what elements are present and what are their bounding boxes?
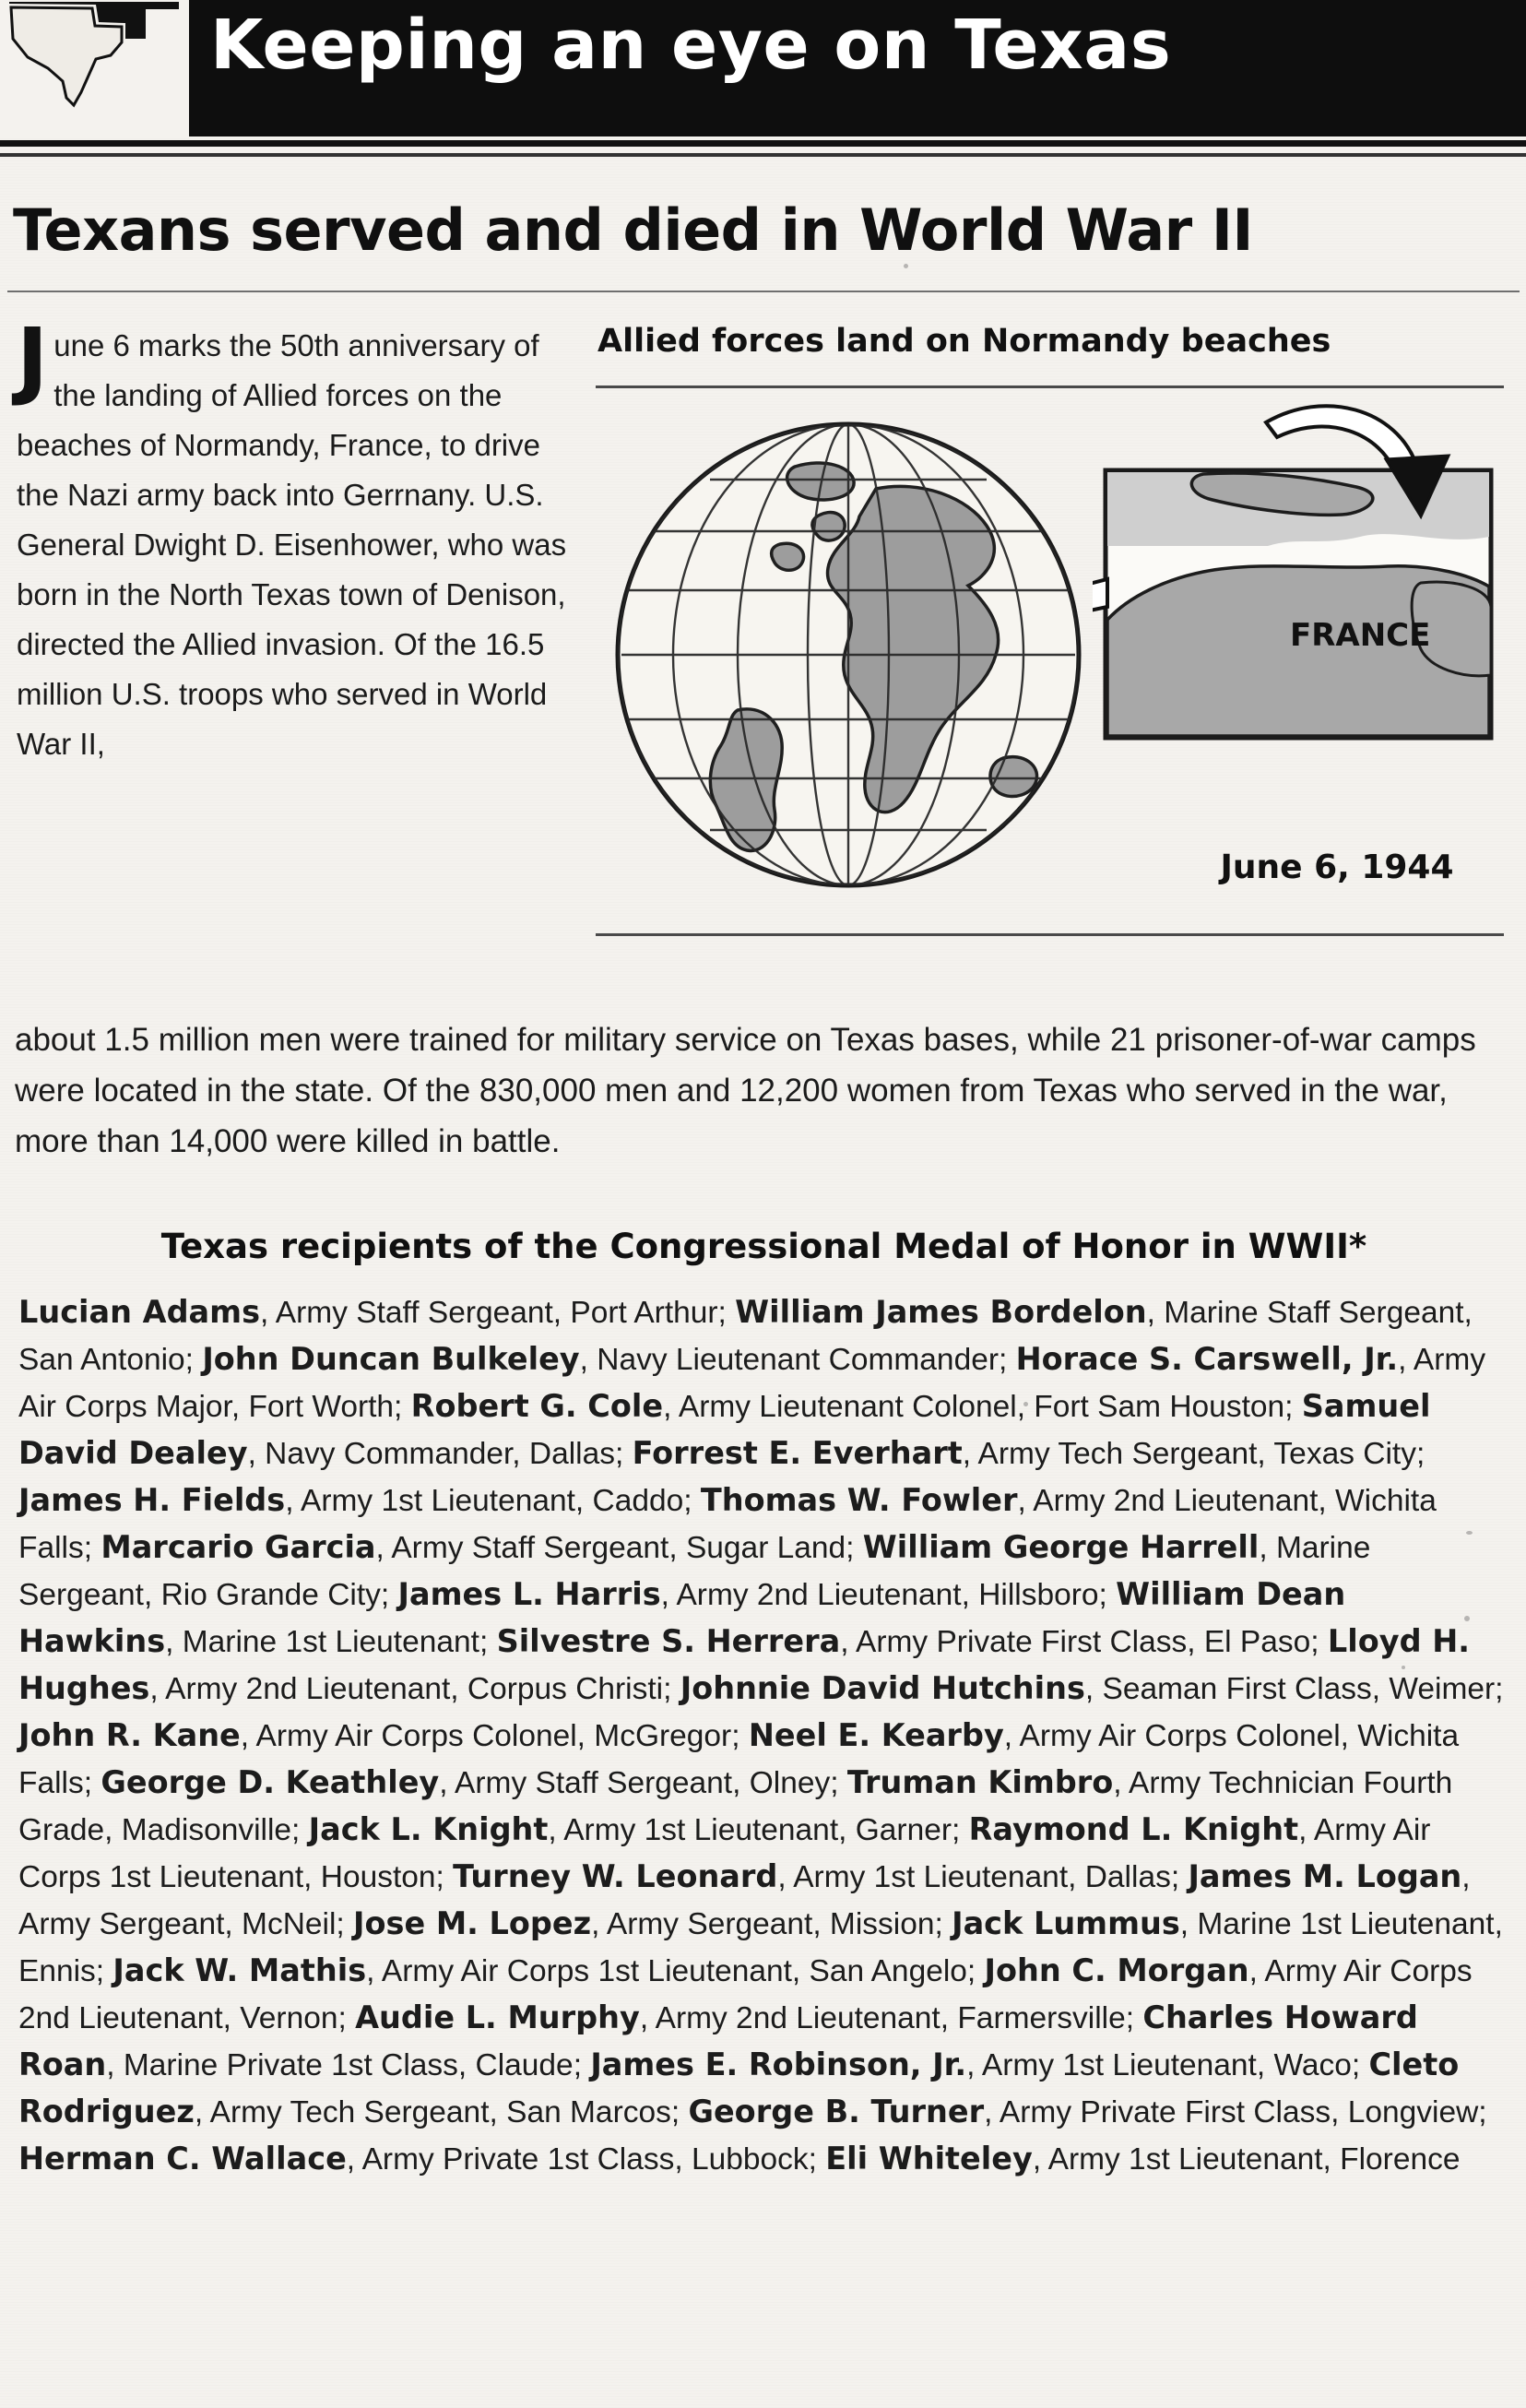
recipient-name: Audie L. Murphy: [355, 1999, 640, 2035]
recipient-name: John R. Kane: [18, 1717, 241, 1753]
normandy-graphic: [590, 314, 1512, 941]
recipient-name: Eli Whiteley: [825, 2141, 1033, 2177]
recipient-name: Silvestre S. Herrera: [496, 1623, 841, 1659]
recipient-detail: , Army 1st Lieutenant, Florence: [1032, 2142, 1461, 2177]
masthead-title: Keeping an eye on Texas: [210, 6, 1172, 85]
recipient-name: Robert G. Cole: [410, 1388, 664, 1424]
recipient-detail: , Army Sergeant, McNeil;: [18, 1860, 1471, 1941]
recipient-name: Forrest E. Everhart: [632, 1435, 963, 1471]
recipient-name: James H. Fields: [18, 1482, 286, 1518]
recipient-name: Johnnie David Hutchins: [680, 1670, 1085, 1706]
recipient-name: Marcario Garcia: [101, 1529, 376, 1565]
recipient-detail: , Army Tech Sergeant, Texas City;: [962, 1437, 1425, 1471]
recipient-detail: , Army 2nd Lieutenant, Corpus Christi;: [149, 1672, 680, 1706]
recipient-detail: , Marine Private 1st Class, Claude;: [106, 2048, 591, 2082]
recipient-name: Neel E. Kearby: [748, 1717, 1004, 1753]
masthead-divider-top: [0, 140, 1526, 147]
masthead-divider-bottom: [0, 153, 1526, 157]
recipient-detail: , Army 2nd Lieutenant, Farmersville;: [639, 2001, 1143, 2035]
recipient-detail: , Army Technician Fourth Grade, Madisonville;: [18, 1766, 1453, 1847]
recipient-name: William Dean Hawkins: [18, 1576, 1346, 1659]
recipient-name: Thomas W. Fowler: [700, 1482, 1018, 1518]
recipient-detail: , Seaman First Class, Weimer;: [1084, 1672, 1504, 1706]
recipient-name: Jack W. Mathis: [112, 1952, 367, 1988]
recipient-detail: , Army Air Corps 2nd Lieutenant, Vernon;: [18, 1954, 1473, 2035]
recipient-name: John Duncan Bulkeley: [202, 1341, 580, 1377]
recipient-detail: , Army Air Corps Major, Fort Worth;: [18, 1343, 1486, 1424]
graphic-title: Allied forces land on Normandy beaches: [597, 323, 1331, 360]
graphic-divider-top: [596, 386, 1504, 388]
recipient-detail: , Army Tech Sergeant, San Marcos;: [194, 2095, 689, 2129]
recipient-name: Jose M. Lopez: [353, 1905, 592, 1941]
lead-paragraph-text: une 6 marks the 50th anniversary of the landing of Allied forces on the beaches of Normandy, France, to drive the Nazi army back into Gerrnany. U.S. General Dwight D. Eisenhower, who was born in the North Texas town of Denison, directed the Allied invasion. Of the 16.5 million U.S. troops who served in World War II,: [17, 328, 567, 761]
recipient-name: Horace S. Carswell, Jr.: [1015, 1341, 1399, 1377]
masthead-banner: [0, 0, 1526, 136]
recipient-name: Charles Howard Roan: [18, 1999, 1418, 2082]
recipient-name: James E. Robinson, Jr.: [590, 2046, 967, 2082]
recipient-name: Cleto Rodriguez: [18, 2046, 1460, 2129]
recipient-name: Truman Kimbro: [846, 1764, 1114, 1800]
recipient-name: George B. Turner: [688, 2094, 985, 2129]
recipient-name: James L. Harris: [397, 1576, 661, 1612]
recipient-name: George D. Keathley: [101, 1764, 440, 1800]
recipient-detail: , Army Air Corps 1st Lieutenant, Houston;: [18, 1813, 1431, 1894]
recipient-name: James M. Logan: [1188, 1858, 1462, 1894]
recipient-name: Herman C. Wallace: [18, 2141, 347, 2177]
recipient-name: Samuel David Dealey: [18, 1388, 1431, 1471]
normandy-inset-map: [1093, 398, 1503, 813]
recipient-detail: , Army Private 1st Class, Lubbock;: [346, 2142, 826, 2177]
recipient-detail: , Army Staff Sergeant, Sugar Land;: [375, 1531, 863, 1565]
lead-paragraph: [17, 310, 579, 769]
page-title: Texans served and died in World War II: [13, 196, 1253, 264]
recipient-name: Lloyd H. Hughes: [18, 1623, 1470, 1706]
recipient-name: William James Bordelon: [735, 1294, 1147, 1330]
recipient-detail: , Army 1st Lieutenant, Garner;: [548, 1813, 969, 1847]
recipient-detail: , Navy Lieutenant Commander;: [579, 1343, 1016, 1377]
texas-state-outline-icon: [7, 2, 183, 133]
recipient-detail: , Army Lieutenant Colonel, Fort Sam Houston;: [663, 1390, 1302, 1424]
recipient-detail: , Army Staff Sergeant, Olney;: [439, 1766, 847, 1800]
recipient-detail: , Army Private First Class, El Paso;: [840, 1625, 1328, 1659]
recipient-detail: , Marine 1st Lieutenant, Ennis;: [18, 1907, 1503, 1988]
drop-cap: J: [17, 310, 49, 409]
recipient-detail: , Marine 1st Lieutenant;: [165, 1625, 497, 1659]
recipient-detail: , Army Staff Sergeant, Port Arthur;: [260, 1296, 736, 1330]
recipient-detail: , Army Sergeant, Mission;: [591, 1907, 952, 1941]
recipient-name: Jack L. Knight: [308, 1811, 549, 1847]
recipient-detail: , Army Air Corps Colonel, McGregor;: [240, 1719, 749, 1753]
recipient-name: John C. Morgan: [984, 1952, 1249, 1988]
recipient-name: Turney W. Leonard: [453, 1858, 778, 1894]
globe-earth-icon: [599, 406, 1097, 904]
recipient-detail: , Army 1st Lieutenant, Dallas;: [777, 1860, 1189, 1894]
headline-divider: [7, 291, 1520, 292]
recipient-detail: , Army 1st Lieutenant, Waco;: [966, 2048, 1369, 2082]
recipient-name: Lucian Adams: [18, 1294, 261, 1330]
recipient-detail: , Marine Staff Sergeant, San Antonio;: [18, 1296, 1473, 1377]
recipient-detail: , Army Private First Class, Longview;: [984, 2095, 1487, 2129]
recipient-detail: , Navy Commander, Dallas;: [247, 1437, 633, 1471]
scan-speckle: [904, 264, 908, 268]
recipient-name: Raymond L. Knight: [968, 1811, 1299, 1847]
graphic-divider-bottom: [596, 933, 1504, 936]
recipient-name: Jack Lummus: [952, 1905, 1180, 1941]
recipient-detail: , Marine Sergeant, Rio Grande City;: [18, 1531, 1371, 1612]
graphic-date-caption: June 6, 1944: [1220, 848, 1454, 886]
recipient-detail: , Army Air Corps 1st Lieutenant, San Angelo;: [366, 1954, 985, 1988]
body-paragraph: about 1.5 million men were trained for military service on Texas bases, while 21 prisoner-of-war camps were located in the state. Of the 830,000 men and 12,200 women from Texas who served in the war, more than 14,000 were killed in battle.: [15, 1022, 1476, 1159]
map-label-france: FRANCE: [1290, 617, 1431, 654]
recipient-detail: , Army 2nd Lieutenant, Wichita Falls;: [18, 1484, 1437, 1565]
recipient-detail: , Army 2nd Lieutenant, Hillsboro;: [660, 1578, 1117, 1612]
medal-of-honor-title: Texas recipients of the Congressional Medal of Honor in WWII*: [160, 1227, 1367, 1266]
recipient-detail: , Army 1st Lieutenant, Caddo;: [285, 1484, 701, 1518]
medal-of-honor-list: [18, 1289, 1510, 2183]
recipient-detail: , Army Air Corps Colonel, Wichita Falls;: [18, 1719, 1460, 1800]
recipient-name: William George Harrell: [862, 1529, 1260, 1565]
